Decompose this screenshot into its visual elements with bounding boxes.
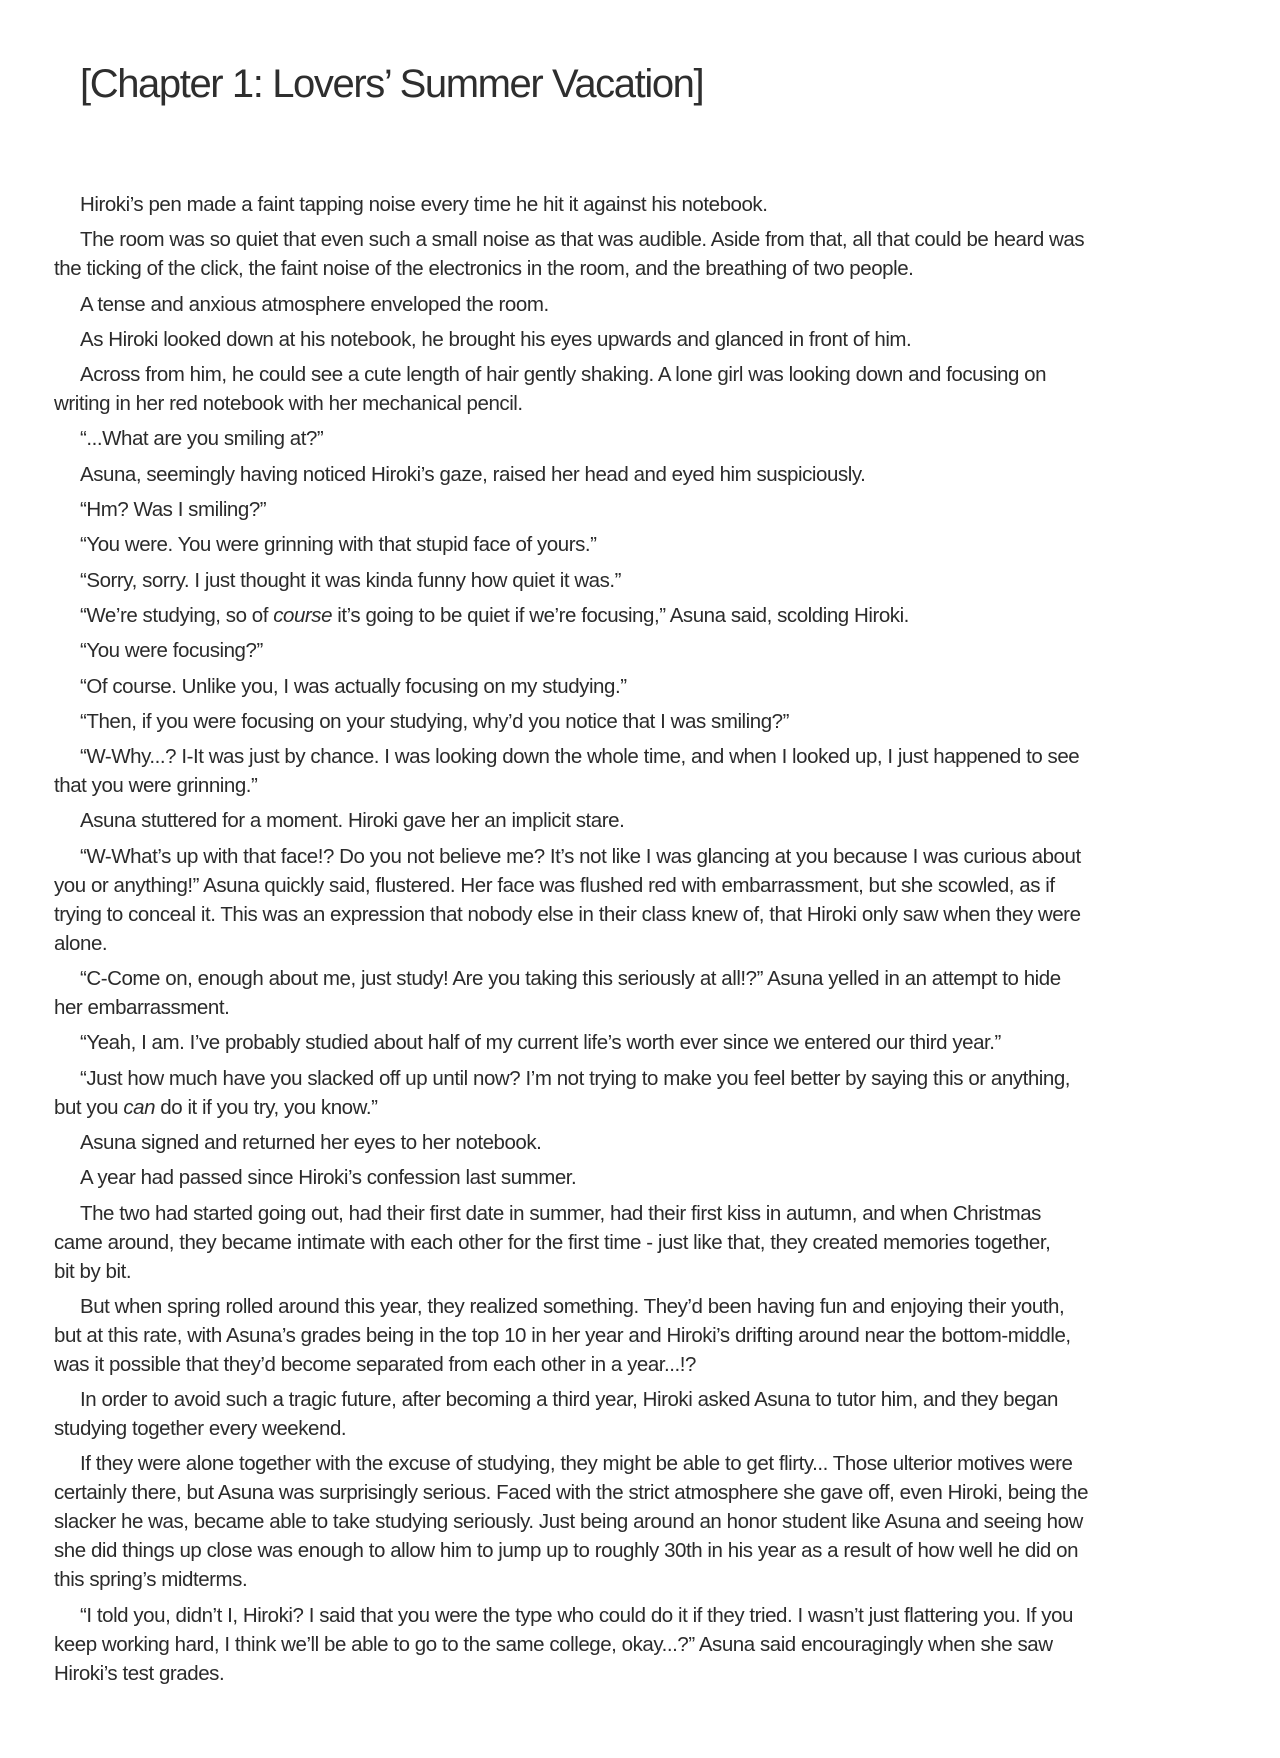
text-line: As Hiroki looked down at his notebook, he brought his eyes upwards and glanced in front of him.	[80, 327, 912, 351]
text-line: A tense and anxious atmosphere enveloped the room.	[80, 292, 549, 316]
text-line: came around, they became intimate with each other for the first time - just like that, they created memories together,	[54, 1230, 1051, 1254]
text-line: “Just how much have you slacked off up until now? I’m not trying to make you feel better by saying this or anything,	[80, 1066, 1071, 1090]
paragraph	[54, 1601, 1234, 1688]
paragraph	[54, 290, 1234, 319]
text-line: the ticking of the click, the faint noise of the electronics in the room, and the breathing of two people.	[54, 257, 914, 281]
paragraph	[54, 806, 1234, 835]
text-line: was it possible that they’d become separated from each other in a year...!?	[54, 1352, 696, 1376]
text-line: “...What are you smiling at?”	[80, 427, 324, 451]
text-line: “You were. You were grinning with that stupid face of yours.”	[80, 533, 597, 557]
text-line: “Then, if you were focusing on your studying, why’d you notice that I was smiling?”	[80, 709, 789, 733]
paragraph	[54, 742, 1234, 800]
paragraph	[54, 424, 1234, 453]
text-line: this spring’s midterms.	[54, 1568, 248, 1592]
text-line: “W-What’s up with that face!? Do you not believe me? It’s not like I was glancing at you because I was curious about	[80, 844, 1081, 868]
paragraph	[54, 325, 1234, 354]
paragraph	[54, 495, 1234, 524]
text-segment: but you	[54, 1095, 124, 1119]
text-line: but at this rate, with Asuna’s grades being in the top 10 in her year and Hiroki’s drifting around near the bottom-middle,	[54, 1323, 1071, 1347]
italic-emphasis: can	[123, 1095, 156, 1119]
paragraph	[54, 1128, 1234, 1157]
paragraph	[54, 601, 1234, 630]
text-line: you or anything!” Asuna quickly said, flustered. Her face was flushed red with embarrassment, but she scowled, as if	[54, 873, 1055, 897]
text-line: The room was so quiet that even such a small noise as that was audible. Aside from that, all that could be heard was	[80, 228, 1085, 252]
chapter-body	[54, 190, 1234, 1694]
text-line: “C-Come on, enough about me, just study! Are you taking this seriously at all!?” Asuna yelled in an attempt to hide	[80, 967, 1061, 991]
text-line: “Sorry, sorry. I just thought it was kinda funny how quiet it was.”	[80, 568, 622, 592]
text-line: A year had passed since Hiroki’s confession last summer.	[80, 1166, 577, 1190]
paragraph	[54, 1385, 1234, 1443]
text-line: “Yeah, I am. I’ve probably studied about half of my current life’s worth ever since we entered our third year.”	[80, 1031, 1001, 1055]
chapter-title: [Chapter 1: Lovers’ Summer Vacation]	[80, 62, 704, 106]
text-line: that you were grinning.”	[54, 774, 258, 798]
text-line: alone.	[54, 931, 108, 955]
text-line: Asuna signed and returned her eyes to her notebook.	[80, 1130, 542, 1154]
paragraph	[54, 360, 1234, 418]
text-line: But when spring rolled around this year, they realized something. They’d been having fun and enjoying their youth,	[80, 1294, 1065, 1318]
paragraph	[54, 566, 1234, 595]
text-line	[54, 1093, 1234, 1122]
text-line: studying together every weekend.	[54, 1417, 347, 1441]
paragraph	[54, 1064, 1234, 1122]
text-line: “Hm? Was I smiling?”	[80, 498, 267, 522]
paragraph	[54, 636, 1234, 665]
paragraph	[54, 530, 1234, 559]
text-line: writing in her red notebook with her mechanical pencil.	[54, 392, 523, 416]
text-segment: “We’re studying, so of	[80, 603, 274, 627]
text-line: Across from him, he could see a cute length of hair gently shaking. A lone girl was looking down and focusing on	[80, 363, 1047, 387]
paragraph	[54, 672, 1234, 701]
text-line: “I told you, didn’t I, Hiroki? I said that you were the type who could do it if they tried. I wasn’t just flattering you. If you	[80, 1603, 1073, 1627]
text-line: trying to conceal it. This was an expression that nobody else in their class knew of, that Hiroki only saw when they were	[54, 902, 1081, 926]
text-line: her embarrassment.	[54, 996, 230, 1020]
paragraph	[54, 964, 1234, 1022]
text-line: The two had started going out, had their first date in summer, had their first kiss in autumn, and when Christmas	[80, 1201, 1041, 1225]
text-line: she did things up close was enough to allow him to jump up to roughly 30th in his year as a result of how well he did on	[54, 1539, 1079, 1563]
text-line: In order to avoid such a tragic future, after becoming a third year, Hiroki asked Asuna to tutor him, and they began	[80, 1388, 1058, 1412]
text-line: Asuna stuttered for a moment. Hiroki gave her an implicit stare.	[80, 809, 625, 833]
text-line: “W-Why...? I-It was just by chance. I was looking down the whole time, and when I looked up, I just happened to see	[80, 745, 1080, 769]
paragraph	[54, 1449, 1234, 1594]
text-line: slacker he was, became able to take studying seriously. Just being around an honor student like Asuna and seeing how	[54, 1510, 1083, 1534]
text-line: Asuna, seemingly having noticed Hiroki’s gaze, raised her head and eyed him suspiciously.	[80, 462, 866, 486]
text-segment: it’s going to be quiet if we’re focusing,” Asuna said, scolding Hiroki.	[332, 603, 909, 627]
paragraph	[54, 1028, 1234, 1057]
text-line: Hiroki’s test grades.	[54, 1661, 225, 1685]
text-line: “Of course. Unlike you, I was actually focusing on my studying.”	[80, 674, 627, 698]
paragraph	[54, 460, 1234, 489]
paragraph	[54, 1163, 1234, 1192]
text-segment: do it if you try, you know.”	[155, 1095, 378, 1119]
paragraph	[54, 842, 1234, 958]
text-line: If they were alone together with the excuse of studying, they might be able to get flirty... Those ulterior motives were	[80, 1452, 1073, 1476]
text-line: “You were focusing?”	[80, 639, 263, 663]
text-line: certainly there, but Asuna was surprisingly serious. Faced with the strict atmosphere she gave off, even Hiroki, being the	[54, 1481, 1089, 1505]
text-line	[54, 601, 1234, 630]
paragraph	[54, 190, 1234, 219]
text-line: Hiroki’s pen made a faint tapping noise every time he hit it against his notebook.	[80, 193, 768, 216]
italic-emphasis: course	[273, 603, 333, 627]
text-line: bit by bit.	[54, 1259, 132, 1283]
paragraph	[54, 1199, 1234, 1286]
text-line: keep working hard, I think we’ll be able to go to the same college, okay...?” Asuna said encouragingly when she saw	[54, 1632, 1053, 1656]
paragraph	[54, 1292, 1234, 1379]
paragraph	[54, 225, 1234, 283]
paragraph	[54, 707, 1234, 736]
